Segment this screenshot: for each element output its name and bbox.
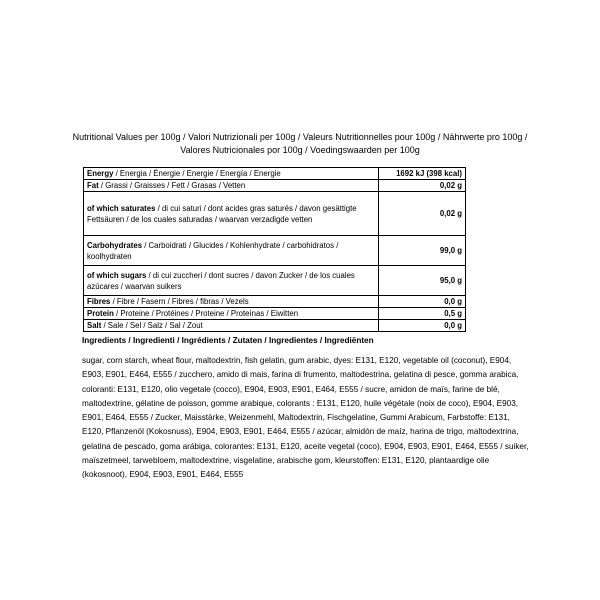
nutrient-translations: / di cui saturi / dont acides gras saturés / davon gesättigte Fettsäuren / de los cuales saturadas / waarvan verzadigde vetten	[87, 203, 357, 224]
nutrient-name: Protein	[87, 309, 114, 318]
nutrient-translations: / Sale / Sel / Salz / Sal / Zout	[101, 321, 203, 330]
ingredients-line: coloranti: E131, E120, olio vegetale (cocco), E904, E903, E901, E464, E555 / sucre, amidon de maïs, farine de blé,	[82, 384, 500, 394]
nutrient-name: Salt	[87, 321, 102, 330]
nutrient-value: 0,02 g	[379, 192, 466, 236]
nutrition-row-energy	[84, 168, 466, 180]
ingredients-line: gelatina de pescado, goma arábiga, colorantes: E131, E120, aceite vegetal (coco), E904, E903, E901, E464, E555 / suiker,	[82, 441, 529, 451]
ingredients-line: E901, E464, E555 / Zucker, Maisstärke, Weizenmehl, Maltodextrin, Fischgelatine, Gummi Arabicum, Farbstoffe: E131,	[82, 413, 510, 423]
nutrient-translations: / Proteine / Protéines / Proteine / Proteínas / Eiwitten	[113, 309, 299, 318]
ingredients-line: maïszetmeel, tarwebloem, maltodextrine, visgelatine, arabische gom, kleurstoffen: E131, E120, plantaardige olie	[82, 456, 490, 466]
nutrition-row-carbohydrates	[84, 236, 466, 266]
nutrition-header	[55, 131, 545, 157]
nutrition-table	[83, 167, 466, 332]
nutrition-row-sugars	[84, 266, 466, 296]
nutrient-value: 0,0 g	[379, 320, 466, 332]
ingredients-title: Ingredients / Ingredienti / Ingrédients / Zutaten / Ingredientes / Ingrediënten	[82, 336, 374, 345]
ingredients-line: E903, E901, E464, E555 / zucchero, amido di mais, farina di frumento, maltodestrina, gelatina di pesce, gomma arabica,	[82, 370, 519, 380]
ingredients-list	[82, 354, 542, 483]
nutrition-row-protein	[84, 308, 466, 320]
nutrient-value: 0,0 g	[379, 296, 466, 308]
nutrient-translations: / Carboidrati / Glucides / Kohlenhydrate / carbohidratos / koolhydraten	[87, 240, 339, 261]
nutrient-name: Fat	[87, 181, 99, 190]
nutrient-name: Fibres	[87, 297, 111, 306]
nutrient-name: of which saturates	[87, 203, 156, 213]
nutrient-translations: / Energia / Énergie / Energie / Energía / Energie	[113, 169, 281, 178]
nutrient-name: Energy	[87, 169, 114, 178]
ingredients-line: (kokosnoot), E904, E903, E901, E464, E555	[82, 470, 244, 480]
nutrient-translations: / Grassi / Graisses / Fett / Grasas / Vetten	[98, 181, 246, 190]
nutrient-value: 99,0 g	[379, 236, 466, 266]
nutrient-translations: / di cui zuccheri / dont sucres / davon Zucker / de los cuales azúcares / waarvan suikers	[87, 270, 355, 291]
nutrient-value: 0,02 g	[379, 180, 466, 192]
header-line-1: Nutritional Values per 100g / Valori Nutrizionali per 100g / Valeurs Nutritionnelles pour 100g / Nährwerte pro 100g /	[72, 132, 528, 142]
header-line-2: Valores Nutricionales por 100g / Voedingswaarden per 100g	[180, 145, 420, 155]
ingredients-line: E120, Pflanzenöl (Kokosnuss), E904, E903, E901, E464, E555 / azúcar, almidón de maíz, harina de trigo, maltodextrina,	[82, 427, 519, 437]
nutrient-value: 95,0 g	[379, 266, 466, 296]
nutrition-row-fat	[84, 180, 466, 192]
nutrient-translations: / Fibre / Fasern / Fibres / fibras / Vezels	[110, 297, 249, 306]
nutrition-row-saturates	[84, 192, 466, 236]
nutrient-name: of which sugars	[87, 270, 147, 280]
nutrient-value: 0,5 g	[379, 308, 466, 320]
ingredients-line: maltodextrine, gélatine de poisson, gomme arabique, colorants : E131, E120, huile végétale (noix de coco), E904, E903,	[82, 398, 519, 408]
nutrient-value: 1692 kJ (398 kcal)	[379, 168, 466, 180]
nutrient-name: Carbohydrates	[87, 240, 143, 250]
nutrition-row-salt	[84, 320, 466, 332]
nutrition-row-fibres	[84, 296, 466, 308]
ingredients-line: sugar, corn starch, wheat flour, maltodextrin, fish gelatin, gum arabic, dyes: E131, E120, vegetable oil (coconut), E904,	[82, 356, 512, 365]
